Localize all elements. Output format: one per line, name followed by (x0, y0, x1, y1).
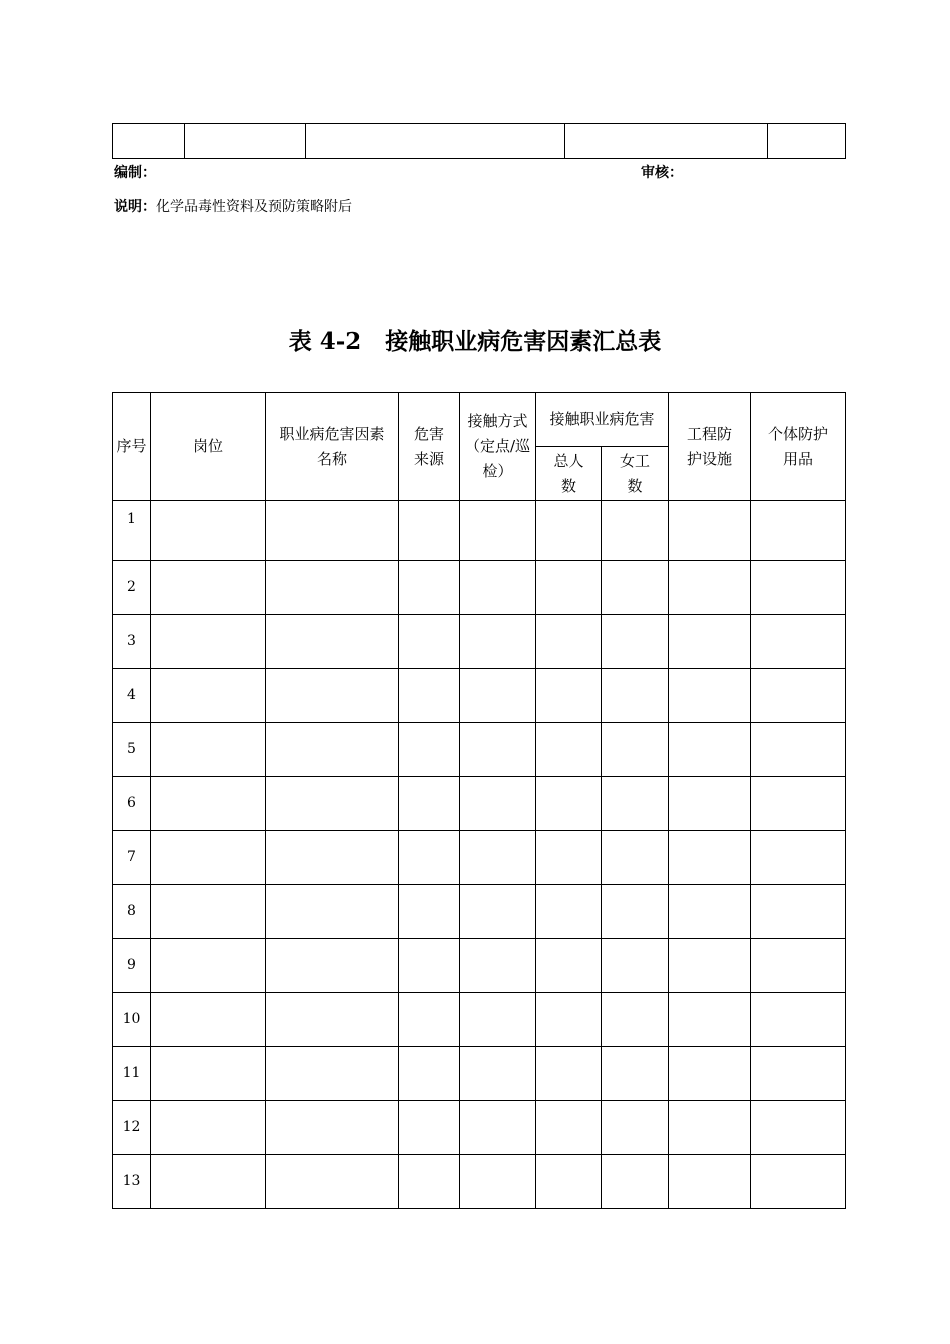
header-row-1 (113, 393, 846, 447)
table-row (113, 669, 846, 723)
empty-cell (602, 993, 669, 1047)
empty-cell (399, 885, 460, 939)
empty-cell (266, 1155, 399, 1209)
empty-cell (751, 993, 846, 1047)
empty-cell (151, 723, 266, 777)
table-row (113, 1101, 846, 1155)
empty-cell (460, 885, 536, 939)
empty-cell (399, 777, 460, 831)
empty-cell (460, 993, 536, 1047)
empty-cell (460, 1047, 536, 1101)
empty-cell (602, 885, 669, 939)
empty-cell (602, 1101, 669, 1155)
empty-cell (185, 124, 306, 159)
table-row (113, 777, 846, 831)
empty-cell (460, 615, 536, 669)
empty-cell (266, 669, 399, 723)
empty-cell (768, 124, 846, 159)
empty-cell (266, 993, 399, 1047)
empty-cell (151, 501, 266, 561)
empty-cell (536, 885, 602, 939)
reviewer-label: 审核： (641, 165, 683, 181)
empty-cell (751, 885, 846, 939)
header-engineering: 工程防 护设施 (669, 393, 751, 501)
empty-cell (751, 615, 846, 669)
empty-cell (266, 1101, 399, 1155)
empty-cell (536, 993, 602, 1047)
empty-cell (602, 723, 669, 777)
empty-cell (151, 777, 266, 831)
empty-cell (151, 939, 266, 993)
empty-cell (669, 777, 751, 831)
empty-cell (460, 723, 536, 777)
empty-cell (266, 723, 399, 777)
empty-cell (669, 615, 751, 669)
empty-cell (536, 939, 602, 993)
empty-cell (536, 1047, 602, 1101)
empty-cell (669, 939, 751, 993)
header-hazard-source: 危害 来源 (399, 393, 460, 501)
empty-cell (602, 669, 669, 723)
empty-cell (536, 561, 602, 615)
empty-cell (669, 1155, 751, 1209)
empty-cell (151, 669, 266, 723)
empty-cell (460, 831, 536, 885)
empty-cell (151, 615, 266, 669)
empty-cell (399, 501, 460, 561)
empty-cell (151, 561, 266, 615)
empty-cell (536, 1101, 602, 1155)
empty-cell (669, 723, 751, 777)
editor-label: 编制： (114, 165, 156, 181)
empty-cell (536, 831, 602, 885)
empty-cell (399, 561, 460, 615)
row-number: 8 (113, 885, 151, 939)
empty-cell (751, 1047, 846, 1101)
row-number: 1 (113, 501, 151, 561)
header-contact-mode: 接触方式 （定点/巡 检） (460, 393, 536, 501)
note-line (114, 198, 352, 216)
empty-cell (151, 885, 266, 939)
empty-cell (266, 831, 399, 885)
header-seq: 序号 (113, 393, 151, 501)
row-number: 3 (113, 615, 151, 669)
row-number: 5 (113, 723, 151, 777)
empty-cell (113, 124, 185, 159)
hazard-summary-table (112, 392, 846, 1209)
table-title: 表 4-2 接触职业病危害因素汇总表 (288, 328, 662, 355)
row-number: 4 (113, 669, 151, 723)
previous-table-row (113, 124, 846, 159)
empty-cell (399, 1101, 460, 1155)
row-number: 11 (113, 1047, 151, 1101)
empty-cell (669, 1101, 751, 1155)
table-row (113, 561, 846, 615)
empty-cell (460, 561, 536, 615)
table-row (113, 501, 846, 561)
empty-cell (602, 777, 669, 831)
row-number: 12 (113, 1101, 151, 1155)
row-number: 2 (113, 561, 151, 615)
empty-cell (460, 501, 536, 561)
empty-cell (399, 615, 460, 669)
empty-cell (151, 831, 266, 885)
table-row (113, 885, 846, 939)
empty-cell (751, 777, 846, 831)
empty-cell (399, 939, 460, 993)
empty-cell (399, 993, 460, 1047)
empty-cell (306, 124, 565, 159)
table-row (113, 831, 846, 885)
empty-cell (602, 561, 669, 615)
empty-cell (751, 669, 846, 723)
header-total-people: 总人 数 (536, 447, 602, 501)
empty-cell (460, 939, 536, 993)
empty-cell (151, 1101, 266, 1155)
table-row (113, 1155, 846, 1209)
empty-cell (460, 777, 536, 831)
empty-cell (565, 124, 768, 159)
empty-cell (266, 561, 399, 615)
empty-cell (399, 1155, 460, 1209)
empty-cell (536, 1155, 602, 1209)
empty-cell (536, 501, 602, 561)
header-exposed-group: 接触职业病危害 (536, 393, 669, 447)
empty-cell (399, 1047, 460, 1101)
empty-cell (751, 939, 846, 993)
empty-cell (399, 723, 460, 777)
empty-cell (751, 1101, 846, 1155)
empty-cell (751, 1155, 846, 1209)
empty-cell (536, 723, 602, 777)
row-number: 7 (113, 831, 151, 885)
empty-cell (602, 831, 669, 885)
empty-cell (602, 1047, 669, 1101)
header-ppe: 个体防护 用品 (751, 393, 846, 501)
empty-cell (602, 615, 669, 669)
table-row (113, 1047, 846, 1101)
empty-cell (460, 1101, 536, 1155)
empty-cell (151, 1047, 266, 1101)
header-post: 岗位 (151, 393, 266, 501)
row-number: 13 (113, 1155, 151, 1209)
empty-cell (751, 723, 846, 777)
empty-cell (151, 993, 266, 1047)
header-female-workers: 女工 数 (602, 447, 669, 501)
empty-cell (399, 669, 460, 723)
empty-cell (536, 777, 602, 831)
row-number: 9 (113, 939, 151, 993)
empty-cell (266, 885, 399, 939)
empty-cell (669, 561, 751, 615)
empty-cell (460, 669, 536, 723)
empty-cell (536, 669, 602, 723)
note-text: 化学品毒性资料及预防策略附后 (156, 199, 352, 215)
empty-cell (266, 1047, 399, 1101)
empty-cell (751, 561, 846, 615)
empty-cell (460, 1155, 536, 1209)
empty-cell (669, 669, 751, 723)
table-row (113, 615, 846, 669)
table-row (113, 939, 846, 993)
empty-cell (151, 1155, 266, 1209)
empty-cell (266, 777, 399, 831)
table-row (113, 993, 846, 1047)
empty-cell (669, 1047, 751, 1101)
table-row (113, 723, 846, 777)
empty-cell (602, 501, 669, 561)
empty-cell (266, 501, 399, 561)
note-label: 说明： (114, 199, 156, 215)
empty-cell (669, 501, 751, 561)
empty-cell (669, 831, 751, 885)
empty-cell (669, 885, 751, 939)
empty-cell (536, 615, 602, 669)
empty-cell (266, 939, 399, 993)
empty-cell (751, 831, 846, 885)
empty-cell (602, 939, 669, 993)
table-body (113, 501, 846, 1209)
empty-cell (399, 831, 460, 885)
empty-cell (602, 1155, 669, 1209)
empty-cell (669, 993, 751, 1047)
empty-cell (751, 501, 846, 561)
empty-cell (266, 615, 399, 669)
header-factor-name: 职业病危害因素 名称 (266, 393, 399, 501)
row-number: 6 (113, 777, 151, 831)
row-number: 10 (113, 993, 151, 1047)
previous-table-fragment (112, 123, 846, 159)
